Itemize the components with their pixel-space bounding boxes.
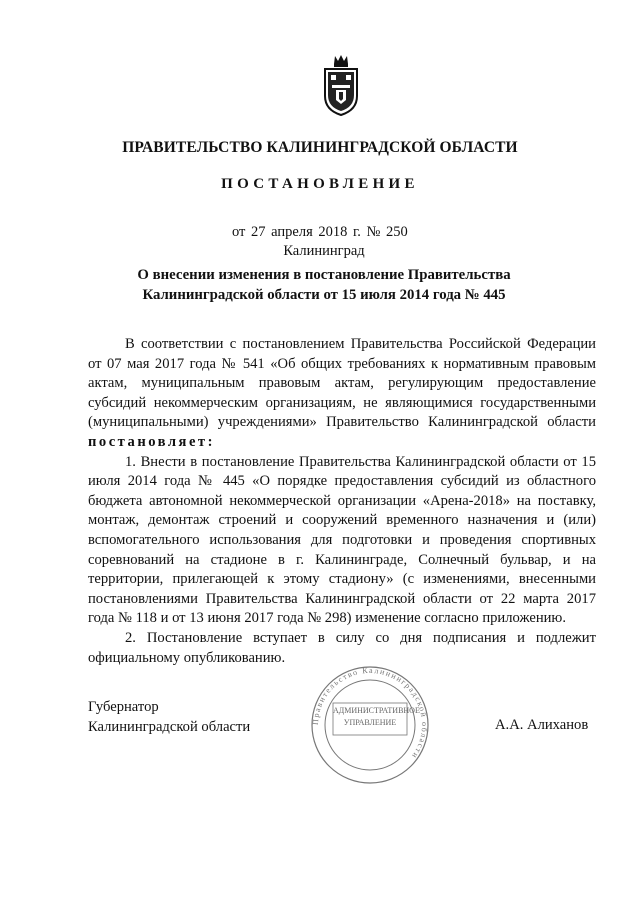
seal-center-text: АДМИНИСТРАТИВНОЕ УПРАВЛЕНИЕ	[333, 706, 420, 727]
document-type: ПОСТАНОВЛЕНИЕ	[221, 176, 419, 192]
item-1-paragraph: 1. Внести в постановление Правительства Калининградской области от 15 июля 2014 года № 445 «О порядке предоставления субсидий из областного бюджета автономной некоммерческой организации «Арена-2018» на поставку, монтаж, демонтаж строений и сооружений временного назначения и (или) вспомогательного использования для подготовки и проведения спортивных соревнований на стадионе в г. Калининграде, Солнечный бульвар, и на территории, прилегающей к этому стадиону» (с изменениями, внесенными постановлениями Правительства Калининградской области от 22 марта 2017 года № 118 и от 13 июня 2017 года № 298) изменение согласно приложению.	[88, 453, 596, 627]
seal-ring-text: Правительство Калининградской области	[310, 665, 430, 761]
document-body	[88, 335, 596, 668]
document-subject	[0, 265, 640, 305]
city: Калининград	[283, 243, 365, 259]
signatory-name: А.А. Алиханов	[495, 717, 589, 733]
coat-of-arms-icon	[321, 52, 361, 118]
preamble-paragraph	[88, 335, 596, 453]
subject-line-1: О внесении изменения в постановление Правительства	[137, 267, 511, 283]
official-seal-stamp	[305, 665, 435, 785]
preamble-text: В соответствии с постановлением Правительства Российской Федерации от 07 мая 2017 года № 541 «Об общих требованиях к нормативным правовым актам, муниципальным правовым актам, регулирующим предоставление субсидий некоммерческим организациям, не являющимися государственными (муниципальными) учреждениями» Правительство Калининградской области	[88, 336, 596, 431]
organization-title: ПРАВИТЕЛЬСТВО КАЛИНИНГРАДСКОЙ ОБЛАСТИ	[122, 139, 518, 156]
position-line-1: Губернатор	[88, 699, 159, 715]
item-2-paragraph: 2. Постановление вступает в силу со дня подписания и подлежит официальному опубликованию.	[88, 629, 596, 666]
date-and-number: от 27 апреля 2018 г. № 250	[232, 224, 408, 240]
signatory-position	[88, 697, 250, 737]
subject-line-2: Калининградской области от 15 июля 2014 года № 445	[142, 287, 506, 303]
position-line-2: Калининградской области	[88, 719, 251, 735]
resolves-word: постановляет:	[88, 433, 215, 450]
